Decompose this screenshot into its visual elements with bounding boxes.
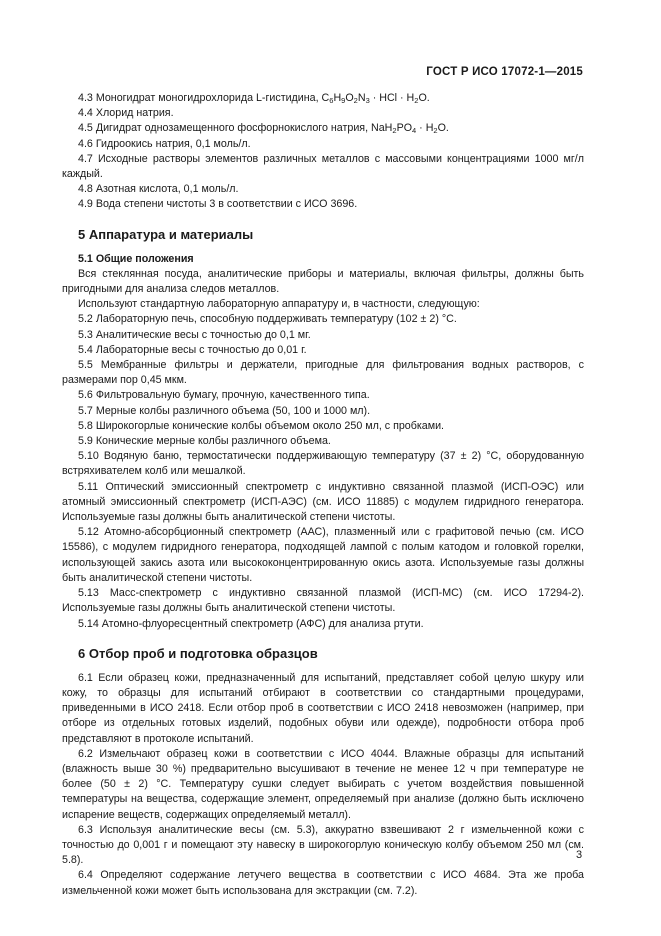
item-6-3: 6.3 Используя аналитические весы (см. 5.3), аккуратно взвешивают 2 г измельченной кожи с точностью до 0,001 г и помещают эту навеску в широкогорлую коническую колбу объемом 250 мл (см. 5.8). [62, 823, 584, 867]
item-5-13: 5.13 Масс-спектрометр с индуктивно связанной плазмой (ИСП-МС) (см. ИСО 17294-2). Используемые газы должны быть аналитической степени чистоты. [62, 587, 584, 615]
item-4-3: 4.3 Моногидрат моногидрохлорида L-гистидина, $C_6H_9O_2N_3$ · HCl · $H_2O$. [78, 92, 430, 105]
item-5-3: 5.3 Аналитические весы с точностью до 0,1 мг. [78, 328, 311, 341]
subsection-5-1-heading: 5.1 Общие положения [78, 252, 194, 265]
item-4-4: 4.4 Хлорид натрия. [78, 107, 174, 120]
item-5-10: 5.10 Водяную баню, термостатически поддерживающую температуру (37 ± 2) °С, оборудованную встряхивателем колб или мешалкой. [62, 450, 584, 478]
item-5-12: 5.12 Атомно-абсорбционный спектрометр (ААС), плазменный или с графитовой печью (см. ИСО 15586), с модулем гидридного генератора, подходящей лампой с полым катодом и головкой горелки, использующей закись азота или высококонцентрированную окись азота. Используемые газы должны быть аналитической степени чистоты. [62, 526, 584, 584]
item-4-5: 4.5 Дигидрат однозамещенного фосфорнокислого натрия, $NaH_2PO_4 \cdot H_2O$. [78, 122, 449, 136]
section-6-heading: 6 Отбор проб и подготовка образцов [78, 645, 318, 661]
item-6-1: 6.1 Если образец кожи, предназначенный для испытаний, представляет собой целую шкуру или кожу, то образцы для испытаний отбирают в соответствии со стандартными процедурами, приведенными в ИСО 2418. Если отбор проб в соответствии с ИСО 2418 невозможен (например, при отборе из отдельных готовых изделий, подобных обуви или одежде), подробности отбора проб представляют в протоколе испытаний. [62, 671, 584, 745]
item-4-7: 4.7 Исходные растворы элементов различных металлов с массовыми концентрациями 1000 мг/л каждый. [62, 152, 584, 181]
section-5-heading: 5 Аппаратура и материалы [78, 226, 254, 242]
item-5-14: 5.14 Атомно-флуоресцентный спектрометр (АФС) для анализа ртути. [78, 617, 424, 630]
item-6-2: 6.2 Измельчают образец кожи в соответствии с ИСО 4044. Влажные образцы для испытаний (влажность выше 30 %) предварительно высушивают в течение не менее 12 ч при температуре не более (50 ± 2) °С. Температуру сушки следует выбирать с учетом воздействия повышенной температуры на вещества, содержащие элемент, определяемый при анализе (должно быть исключено испарение веществ, содержащих определяемый металл). [62, 747, 584, 821]
item-6-4: 6.4 Определяют содержание летучего вещества в соответствии с ИСО 4684. Эта же проба измельченной кожи может быть использована для экстракции (см. 7.2). [62, 869, 584, 897]
page-content [62, 91, 584, 899]
item-5-11: 5.11 Оптический эмиссионный спектрометр с индуктивно связанной плазмой (ИСП-ОЭС) или атомный эмиссионный спектрометр (ИСП-АЭС) (см. ИСО 11885) с модулем гидридного генератора. Используемые газы должны быть аналитической степени чистоты. [62, 480, 584, 524]
item-5-5: 5.5 Мембранные фильтры и держатели, пригодные для фильтрования водных растворов, с размерами пор 0,45 мкм. [62, 359, 584, 387]
item-5-7: 5.7 Мерные колбы различного объема (50, 100 и 1000 мл). [78, 404, 371, 417]
paragraph-5-1-b: Используют стандартную лабораторную аппаратуру и, в частности, следующую: [78, 298, 480, 311]
item-4-8: 4.8 Азотная кислота, 0,1 моль/л. [78, 183, 239, 196]
paragraph-5-1-a: Вся стеклянная посуда, аналитические приборы и материалы, включая фильтры, должны быть пригодными для анализа следов металлов. [62, 267, 584, 296]
item-5-2: 5.2 Лабораторную печь, способную поддерживать температуру (102 ± 2) °С. [78, 313, 457, 326]
page-number: 3 [576, 849, 583, 861]
item-5-6: 5.6 Фильтровальную бумагу, прочную, качественного типа. [78, 389, 370, 402]
item-5-8: 5.8 Широкогорлые конические колбы объемом около 250 мл, с пробками. [78, 419, 445, 432]
item-5-4: 5.4 Лабораторные весы с точностью до 0,01 г. [78, 343, 307, 356]
document-code: ГОСТ Р ИСО 17072-1—2015 [426, 66, 583, 78]
item-5-9: 5.9 Конические мерные колбы различного объема. [78, 435, 331, 448]
item-4-6: 4.6 Гидроокись натрия, 0,1 моль/л. [78, 137, 251, 150]
item-4-9: 4.9 Вода степени чистоты 3 в соответствии с ИСО 3696. [78, 198, 358, 211]
